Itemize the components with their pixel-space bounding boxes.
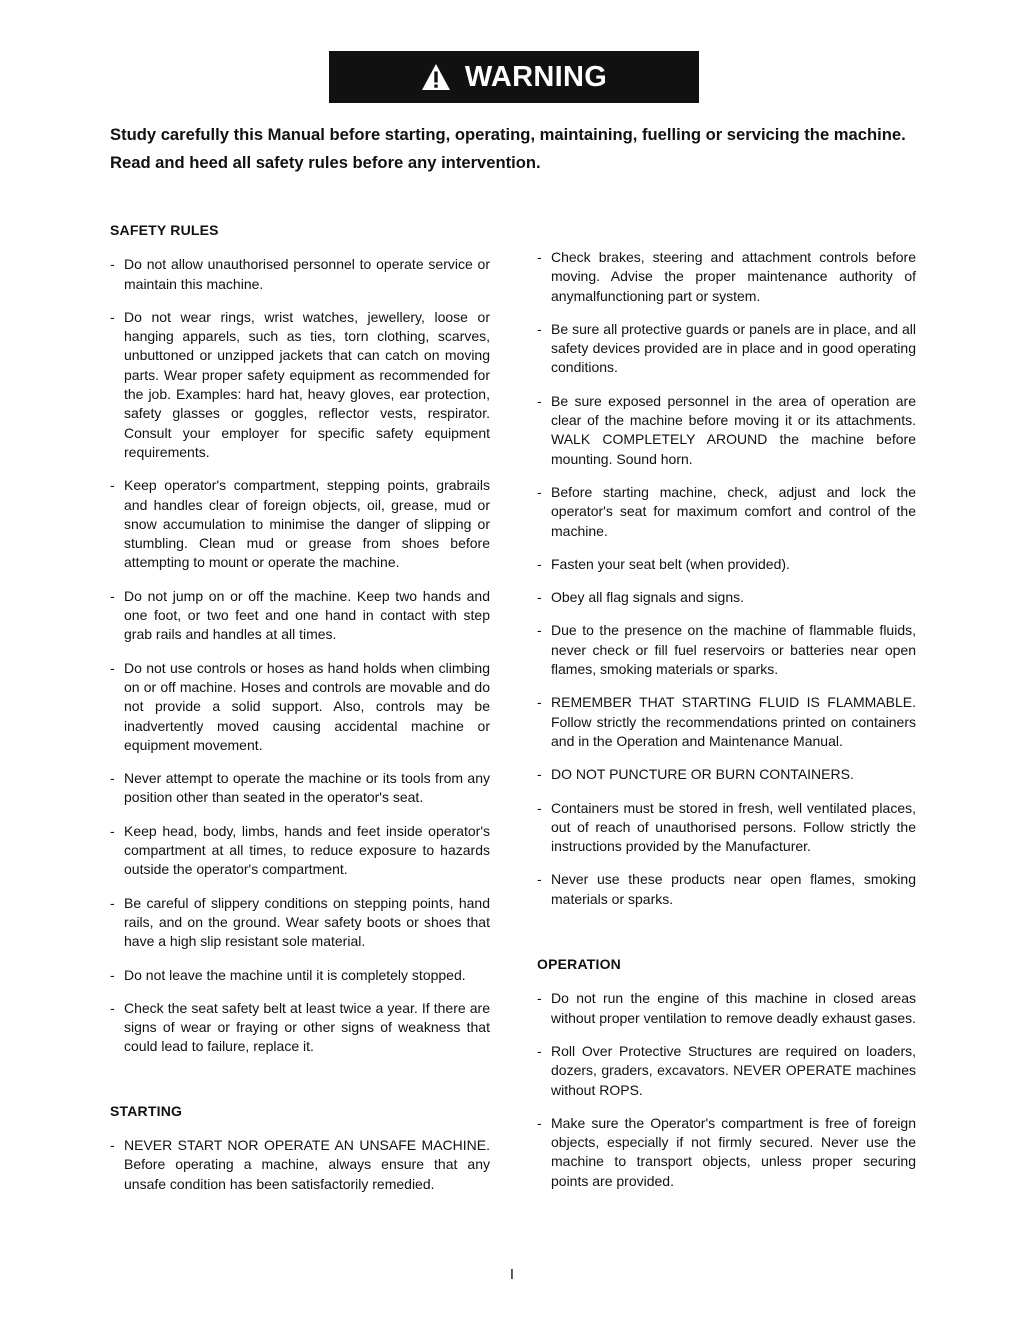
list-item: - Be careful of slippery conditions on stepping points, hand rails, and on the ground. Wear safety boots or shoes that have a high slip resistant sole material. [110, 894, 490, 950]
warning-banner [329, 51, 699, 103]
intro-text [110, 124, 920, 174]
list-item: - Do not leave the machine until it is completely stopped. [110, 966, 466, 983]
starting-heading: STARTING [110, 1102, 183, 1119]
left-column [110, 221, 490, 1208]
list-item: - NEVER START NOR OPERATE AN UNSAFE MACHINE. Before operating a machine, always ensure that any unsafe condition has been satisfactorily remedied. [110, 1136, 490, 1192]
safety-rules-heading: SAFETY RULES [110, 222, 219, 238]
list-item: - DO NOT PUNCTURE OR BURN CONTAINERS. [537, 766, 854, 783]
list-item: - Never use these products near open flames, smoking materials or sparks. [537, 871, 916, 907]
starting-continued-list [537, 248, 916, 909]
intro-line-1: Study carefully this Manual before starting, operating, maintaining, fuelling or servicing the machine. [110, 125, 906, 144]
list-item: - Check the seat safety belt at least twice a year. If there are signs of wear or fraying or other signs of weakness that could lead to failure, replace it. [110, 999, 490, 1055]
safety-rules-list [110, 255, 490, 1056]
list-item: - Before starting machine, check, adjust and lock the operator's seat for maximum comfort and control of the machine. [537, 483, 916, 539]
list-item: - Containers must be stored in fresh, well ventilated places, out of reach of unauthorised persons. Follow strictly the instructions provided by the Manufacturer. [537, 799, 916, 855]
list-item: - Check brakes, steering and attachment controls before moving. Advise the proper maintenance authority of anymalfunctioning part or system. [537, 249, 916, 304]
list-item: - Do not wear rings, wrist watches, jewellery, loose or hanging apparels, such as ties, torn clothing, scarves, unbuttoned or unzipped jackets that can catch on moving parts. Wear proper safety equipment as recommended for the job. Examples: hard hat, heavy gloves, ear protection, safety glasses or goggles, reflector vests, respirator. Consult your employer for specific safety equipment requirements. [110, 308, 490, 460]
list-item: - Keep head, body, limbs, hands and feet inside operator's compartment at all times, to reduce exposure to hazards outside the operator's compartment. [110, 822, 490, 878]
right-column [537, 248, 916, 1205]
intro-line-2: Read and heed all safety rules before any intervention. [110, 153, 541, 172]
warning-title: WARNING [464, 60, 608, 93]
list-item: - Be sure exposed personnel in the area of operation are clear of the machine before moving it or its attachments. WALK COMPLETELY AROUND the machine before mounting. Sound horn. [537, 392, 916, 467]
list-item: - Keep operator's compartment, stepping points, grabrails and handles clear of foreign objects, oil, grease, mud or snow accumulation to minimise the danger of slipping or stumbling. Clean mud or grease from shoes before attempting to mount or operate the machine. [110, 477, 490, 571]
list-item: - Make sure the Operator's compartment is free of foreign objects, especially if not firmly secured. Never use the machine to transport objects, unless proper securing points are provided. [537, 1114, 916, 1189]
list-item: - Fasten your seat belt (when provided). [537, 555, 790, 572]
list-item: - Roll Over Protective Structures are required on loaders, dozers, graders, excavators. NEVER OPERATE machines without ROPS. [537, 1042, 916, 1098]
list-item: - Do not run the engine of this machine in closed areas without proper ventilation to remove deadly exhaust gases. [537, 990, 916, 1026]
list-item: - Do not allow unauthorised personnel to operate service or maintain this machine. [110, 256, 490, 292]
operation-list [537, 989, 916, 1191]
list-item: - Be sure all protective guards or panels are in place, and all safety devices provided are in place and in good operating conditions. [537, 320, 916, 376]
list-item: - Do not jump on or off the machine. Keep two hands and one foot, or two feet and one hand in contact with step grab rails and handles at all times. [110, 587, 490, 643]
starting-list [110, 1136, 490, 1194]
list-item: - REMEMBER THAT STARTING FLUID IS FLAMMABLE. Follow strictly the recommendations printed on containers and in the Operation and Maintenance Manual. [537, 694, 916, 749]
operation-heading: OPERATION [537, 956, 621, 973]
list-item: - Obey all flag signals and signs. [537, 589, 744, 606]
list-item: - Do not use controls or hoses as hand holds when climbing on or off machine. Hoses and controls are movable and do not provide a solid support. Also, controls may be inadvertently moved causing accidental machine or equipment movement. [110, 659, 490, 753]
warning-triangle-icon [421, 63, 451, 91]
list-item: - Never attempt to operate the machine or its tools from any position other than seated in the operator's seat. [110, 770, 490, 806]
list-item: - Due to the presence on the machine of flammable fluids, never check or fill fuel reservoirs or batteries near open flames, smoking materials or sparks. [537, 622, 916, 678]
page-number: I [509, 1266, 515, 1283]
